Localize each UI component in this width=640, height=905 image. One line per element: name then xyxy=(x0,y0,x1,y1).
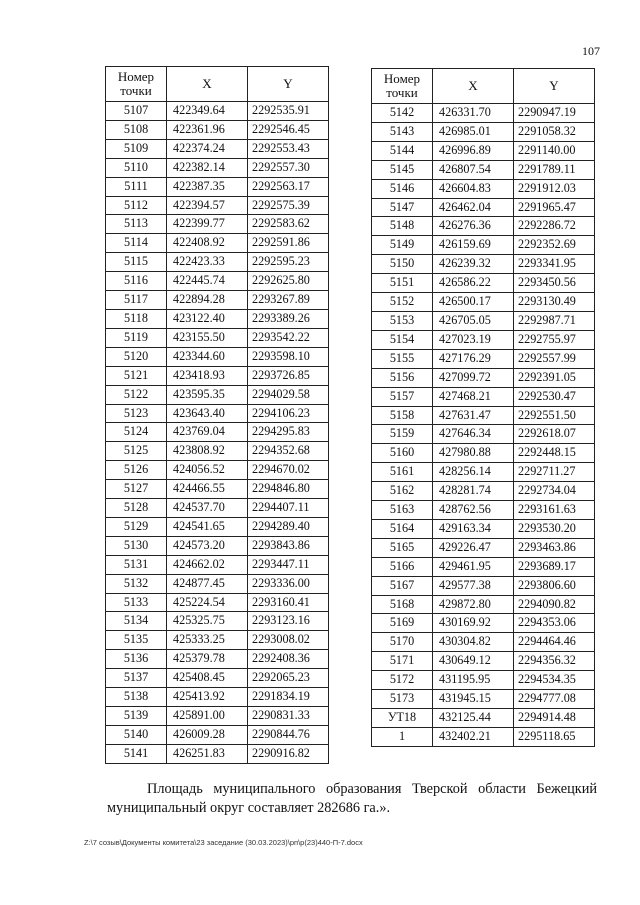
x-coordinate-cell: 424056.52 xyxy=(167,461,248,480)
table-row xyxy=(106,725,329,744)
y-coordinate-cell: 2292755.97 xyxy=(514,330,595,349)
x-coordinate-cell: 423122.40 xyxy=(167,309,248,328)
y-coordinate-cell: 2291058.32 xyxy=(514,122,595,141)
coordinates-table-right xyxy=(371,68,595,747)
x-coordinate-cell: 425891.00 xyxy=(167,707,248,726)
point-number-cell: 5145 xyxy=(372,160,433,179)
point-number-cell: 5129 xyxy=(106,517,167,536)
x-coordinate-cell: 426159.69 xyxy=(433,236,514,255)
table-row xyxy=(372,633,595,652)
x-coordinate-cell: 430169.92 xyxy=(433,614,514,633)
table-row xyxy=(372,236,595,255)
y-coordinate-cell: 2293806.60 xyxy=(514,576,595,595)
x-coordinate-cell: 426807.54 xyxy=(433,160,514,179)
table-row xyxy=(372,349,595,368)
point-number-cell: 5142 xyxy=(372,104,433,123)
point-number-cell: 5154 xyxy=(372,330,433,349)
point-number-cell: 5149 xyxy=(372,236,433,255)
table-row xyxy=(106,574,329,593)
y-coordinate-cell: 2293389.26 xyxy=(248,309,329,328)
table-row xyxy=(106,707,329,726)
header-y: Y xyxy=(514,69,595,104)
y-coordinate-cell: 2294106.23 xyxy=(248,404,329,423)
header-x: X xyxy=(167,67,248,102)
point-number-cell: 5137 xyxy=(106,669,167,688)
page-number: 107 xyxy=(582,44,600,58)
y-coordinate-cell: 2294029.58 xyxy=(248,385,329,404)
y-coordinate-cell: 2290916.82 xyxy=(248,744,329,763)
table-row xyxy=(372,293,595,312)
x-coordinate-cell: 422894.28 xyxy=(167,291,248,310)
table-row xyxy=(372,727,595,746)
x-coordinate-cell: 422361.96 xyxy=(167,120,248,139)
table-row xyxy=(106,139,329,158)
table-row xyxy=(372,463,595,482)
point-number-cell: 5166 xyxy=(372,557,433,576)
y-coordinate-cell: 2292575.39 xyxy=(248,196,329,215)
point-number-cell: УТ18 xyxy=(372,709,433,728)
header-point-number: Номер точки xyxy=(106,67,167,102)
y-coordinate-cell: 2293542.22 xyxy=(248,328,329,347)
point-number-cell: 5127 xyxy=(106,480,167,499)
y-coordinate-cell: 2292618.07 xyxy=(514,425,595,444)
point-number-cell: 5140 xyxy=(106,725,167,744)
table-row xyxy=(106,517,329,536)
table-row xyxy=(106,366,329,385)
y-coordinate-cell: 2294777.08 xyxy=(514,690,595,709)
table-row xyxy=(106,215,329,234)
x-coordinate-cell: 426705.05 xyxy=(433,311,514,330)
x-coordinate-cell: 429163.34 xyxy=(433,519,514,538)
table-row xyxy=(106,385,329,404)
point-number-cell: 5109 xyxy=(106,139,167,158)
table-row xyxy=(372,519,595,538)
table-row xyxy=(372,557,595,576)
table-row xyxy=(372,160,595,179)
x-coordinate-cell: 431945.15 xyxy=(433,690,514,709)
y-coordinate-cell: 2294670.02 xyxy=(248,461,329,480)
y-coordinate-cell: 2293463.86 xyxy=(514,538,595,557)
x-coordinate-cell: 424662.02 xyxy=(167,555,248,574)
table-row xyxy=(106,196,329,215)
table-row xyxy=(372,614,595,633)
y-coordinate-cell: 2293336.00 xyxy=(248,574,329,593)
table-row xyxy=(106,650,329,669)
table-row xyxy=(372,425,595,444)
x-coordinate-cell: 428281.74 xyxy=(433,482,514,501)
point-number-cell: 5161 xyxy=(372,463,433,482)
y-coordinate-cell: 2293160.41 xyxy=(248,593,329,612)
point-number-cell: 5151 xyxy=(372,274,433,293)
point-number-cell: 5118 xyxy=(106,309,167,328)
y-coordinate-cell: 2292535.91 xyxy=(248,102,329,121)
table-row xyxy=(372,104,595,123)
x-coordinate-cell: 430304.82 xyxy=(433,633,514,652)
y-coordinate-cell: 2292448.15 xyxy=(514,444,595,463)
x-coordinate-cell: 423155.50 xyxy=(167,328,248,347)
x-coordinate-cell: 422374.24 xyxy=(167,139,248,158)
point-number-cell: 5170 xyxy=(372,633,433,652)
point-number-cell: 5146 xyxy=(372,179,433,198)
table-row xyxy=(106,291,329,310)
y-coordinate-cell: 2292530.47 xyxy=(514,387,595,406)
table-row xyxy=(106,253,329,272)
x-coordinate-cell: 425325.75 xyxy=(167,612,248,631)
table-header-row xyxy=(372,69,595,104)
y-coordinate-cell: 2292987.71 xyxy=(514,311,595,330)
table-row xyxy=(372,690,595,709)
y-coordinate-cell: 2290947.19 xyxy=(514,104,595,123)
x-coordinate-cell: 422394.57 xyxy=(167,196,248,215)
x-coordinate-cell: 426331.70 xyxy=(433,104,514,123)
point-number-cell: 5107 xyxy=(106,102,167,121)
table-row xyxy=(106,177,329,196)
y-coordinate-cell: 2293267.89 xyxy=(248,291,329,310)
point-number-cell: 5111 xyxy=(106,177,167,196)
point-number-cell: 5160 xyxy=(372,444,433,463)
y-coordinate-cell: 2294464.46 xyxy=(514,633,595,652)
y-coordinate-cell: 2292352.69 xyxy=(514,236,595,255)
x-coordinate-cell: 429872.80 xyxy=(433,595,514,614)
point-number-cell: 5138 xyxy=(106,688,167,707)
x-coordinate-cell: 423595.35 xyxy=(167,385,248,404)
header-y: Y xyxy=(248,67,329,102)
point-number-cell: 5144 xyxy=(372,141,433,160)
y-coordinate-cell: 2292391.05 xyxy=(514,368,595,387)
y-coordinate-cell: 2293161.63 xyxy=(514,501,595,520)
x-coordinate-cell: 427646.34 xyxy=(433,425,514,444)
point-number-cell: 5125 xyxy=(106,442,167,461)
table-row xyxy=(372,444,595,463)
x-coordinate-cell: 427631.47 xyxy=(433,406,514,425)
table-row xyxy=(372,274,595,293)
point-number-cell: 5147 xyxy=(372,198,433,217)
point-number-cell: 5110 xyxy=(106,158,167,177)
y-coordinate-cell: 2292286.72 xyxy=(514,217,595,236)
table-row xyxy=(106,120,329,139)
x-coordinate-cell: 423808.92 xyxy=(167,442,248,461)
x-coordinate-cell: 427468.21 xyxy=(433,387,514,406)
table-row xyxy=(372,179,595,198)
point-number-cell: 5123 xyxy=(106,404,167,423)
x-coordinate-cell: 428762.56 xyxy=(433,501,514,520)
y-coordinate-cell: 2294289.40 xyxy=(248,517,329,536)
point-number-cell: 5150 xyxy=(372,255,433,274)
point-number-cell: 5143 xyxy=(372,122,433,141)
table-row xyxy=(372,709,595,728)
point-number-cell: 5155 xyxy=(372,349,433,368)
point-number-cell: 5167 xyxy=(372,576,433,595)
point-number-cell: 5126 xyxy=(106,461,167,480)
y-coordinate-cell: 2294914.48 xyxy=(514,709,595,728)
table-row xyxy=(372,122,595,141)
x-coordinate-cell: 424573.20 xyxy=(167,536,248,555)
y-coordinate-cell: 2291140.00 xyxy=(514,141,595,160)
point-number-cell: 5132 xyxy=(106,574,167,593)
table-row xyxy=(372,311,595,330)
point-number-cell: 5169 xyxy=(372,614,433,633)
point-number-cell: 5153 xyxy=(372,311,433,330)
x-coordinate-cell: 425408.45 xyxy=(167,669,248,688)
point-number-cell: 5172 xyxy=(372,671,433,690)
x-coordinate-cell: 422408.92 xyxy=(167,234,248,253)
point-number-cell: 5157 xyxy=(372,387,433,406)
y-coordinate-cell: 2293598.10 xyxy=(248,347,329,366)
y-coordinate-cell: 2292557.30 xyxy=(248,158,329,177)
table-row xyxy=(106,442,329,461)
x-coordinate-cell: 424466.55 xyxy=(167,480,248,499)
table-row xyxy=(372,538,595,557)
table-row xyxy=(372,141,595,160)
y-coordinate-cell: 2291912.03 xyxy=(514,179,595,198)
y-coordinate-cell: 2291789.11 xyxy=(514,160,595,179)
table-row xyxy=(106,461,329,480)
y-coordinate-cell: 2290844.76 xyxy=(248,725,329,744)
point-number-cell: 5112 xyxy=(106,196,167,215)
x-coordinate-cell: 426985.01 xyxy=(433,122,514,141)
y-coordinate-cell: 2292591.86 xyxy=(248,234,329,253)
point-number-cell: 5113 xyxy=(106,215,167,234)
y-coordinate-cell: 2294353.06 xyxy=(514,614,595,633)
y-coordinate-cell: 2294352.68 xyxy=(248,442,329,461)
point-number-cell: 5156 xyxy=(372,368,433,387)
y-coordinate-cell: 2293530.20 xyxy=(514,519,595,538)
table-row xyxy=(372,576,595,595)
y-coordinate-cell: 2294846.80 xyxy=(248,480,329,499)
y-coordinate-cell: 2292557.99 xyxy=(514,349,595,368)
table-row xyxy=(106,593,329,612)
y-coordinate-cell: 2293447.11 xyxy=(248,555,329,574)
point-number-cell: 5128 xyxy=(106,499,167,518)
y-coordinate-cell: 2292595.23 xyxy=(248,253,329,272)
x-coordinate-cell: 432125.44 xyxy=(433,709,514,728)
point-number-cell: 5158 xyxy=(372,406,433,425)
table-row xyxy=(106,631,329,650)
point-number-cell: 5119 xyxy=(106,328,167,347)
point-number-cell: 5134 xyxy=(106,612,167,631)
table-row xyxy=(372,652,595,671)
point-number-cell: 5121 xyxy=(106,366,167,385)
table-row xyxy=(106,328,329,347)
x-coordinate-cell: 427023.19 xyxy=(433,330,514,349)
point-number-cell: 5124 xyxy=(106,423,167,442)
y-coordinate-cell: 2294534.35 xyxy=(514,671,595,690)
y-coordinate-cell: 2293843.86 xyxy=(248,536,329,555)
point-number-cell: 5165 xyxy=(372,538,433,557)
x-coordinate-cell: 426462.04 xyxy=(433,198,514,217)
x-coordinate-cell: 426586.22 xyxy=(433,274,514,293)
table-row xyxy=(372,330,595,349)
y-coordinate-cell: 2294295.83 xyxy=(248,423,329,442)
point-number-cell: 5116 xyxy=(106,272,167,291)
y-coordinate-cell: 2293450.56 xyxy=(514,274,595,293)
x-coordinate-cell: 423643.40 xyxy=(167,404,248,423)
table-row xyxy=(106,499,329,518)
file-path-footer: Z:\7 созыв\Документы комитета\23 заседание (30.03.2023)\рп\р(23)440-П-7.docx xyxy=(84,838,363,847)
table-row xyxy=(106,423,329,442)
point-number-cell: 5148 xyxy=(372,217,433,236)
table-row xyxy=(106,347,329,366)
point-number-cell: 5152 xyxy=(372,293,433,312)
y-coordinate-cell: 2292734.04 xyxy=(514,482,595,501)
table-row xyxy=(372,217,595,236)
point-number-cell: 5135 xyxy=(106,631,167,650)
x-coordinate-cell: 431195.95 xyxy=(433,671,514,690)
table-row xyxy=(372,501,595,520)
x-coordinate-cell: 426239.32 xyxy=(433,255,514,274)
x-coordinate-cell: 426996.89 xyxy=(433,141,514,160)
point-number-cell: 5163 xyxy=(372,501,433,520)
y-coordinate-cell: 2292546.45 xyxy=(248,120,329,139)
point-number-cell: 5173 xyxy=(372,690,433,709)
point-number-cell: 5131 xyxy=(106,555,167,574)
x-coordinate-cell: 424537.70 xyxy=(167,499,248,518)
table-row xyxy=(106,744,329,763)
y-coordinate-cell: 2295118.65 xyxy=(514,727,595,746)
y-coordinate-cell: 2293008.02 xyxy=(248,631,329,650)
x-coordinate-cell: 422445.74 xyxy=(167,272,248,291)
point-number-cell: 5168 xyxy=(372,595,433,614)
point-number-cell: 5133 xyxy=(106,593,167,612)
x-coordinate-cell: 426251.83 xyxy=(167,744,248,763)
y-coordinate-cell: 2292065.23 xyxy=(248,669,329,688)
header-point-number: Номер точки xyxy=(372,69,433,104)
table-row xyxy=(372,198,595,217)
x-coordinate-cell: 423418.93 xyxy=(167,366,248,385)
y-coordinate-cell: 2293130.49 xyxy=(514,293,595,312)
table-row xyxy=(106,102,329,121)
point-number-cell: 5114 xyxy=(106,234,167,253)
point-number-cell: 5120 xyxy=(106,347,167,366)
x-coordinate-cell: 422382.14 xyxy=(167,158,248,177)
x-coordinate-cell: 427099.72 xyxy=(433,368,514,387)
y-coordinate-cell: 2294356.32 xyxy=(514,652,595,671)
table-row xyxy=(106,234,329,253)
table-header-row xyxy=(106,67,329,102)
y-coordinate-cell: 2292551.50 xyxy=(514,406,595,425)
table-row xyxy=(372,406,595,425)
y-coordinate-cell: 2292711.27 xyxy=(514,463,595,482)
x-coordinate-cell: 422349.64 xyxy=(167,102,248,121)
point-number-cell: 5162 xyxy=(372,482,433,501)
x-coordinate-cell: 426500.17 xyxy=(433,293,514,312)
point-number-cell: 1 xyxy=(372,727,433,746)
x-coordinate-cell: 425224.54 xyxy=(167,593,248,612)
area-statement: Площадь муниципального образования Тверской области Бежецкий муниципальный округ составляет 282686 га.». xyxy=(107,781,597,817)
point-number-cell: 5115 xyxy=(106,253,167,272)
point-number-cell: 5117 xyxy=(106,291,167,310)
y-coordinate-cell: 2292625.80 xyxy=(248,272,329,291)
y-coordinate-cell: 2292408.36 xyxy=(248,650,329,669)
table-row xyxy=(106,612,329,631)
header-x: X xyxy=(433,69,514,104)
x-coordinate-cell: 422423.33 xyxy=(167,253,248,272)
table-row xyxy=(106,480,329,499)
table-row xyxy=(106,536,329,555)
table-row xyxy=(106,158,329,177)
x-coordinate-cell: 427980.88 xyxy=(433,444,514,463)
x-coordinate-cell: 430649.12 xyxy=(433,652,514,671)
point-number-cell: 5122 xyxy=(106,385,167,404)
y-coordinate-cell: 2290831.33 xyxy=(248,707,329,726)
x-coordinate-cell: 425379.78 xyxy=(167,650,248,669)
table-row xyxy=(106,309,329,328)
table-row xyxy=(106,272,329,291)
y-coordinate-cell: 2291834.19 xyxy=(248,688,329,707)
x-coordinate-cell: 429461.95 xyxy=(433,557,514,576)
y-coordinate-cell: 2292583.62 xyxy=(248,215,329,234)
table-row xyxy=(372,671,595,690)
point-number-cell: 5141 xyxy=(106,744,167,763)
x-coordinate-cell: 429226.47 xyxy=(433,538,514,557)
y-coordinate-cell: 2293726.85 xyxy=(248,366,329,385)
x-coordinate-cell: 424877.45 xyxy=(167,574,248,593)
table-row xyxy=(372,482,595,501)
y-coordinate-cell: 2293341.95 xyxy=(514,255,595,274)
x-coordinate-cell: 423769.04 xyxy=(167,423,248,442)
point-number-cell: 5159 xyxy=(372,425,433,444)
x-coordinate-cell: 429577.38 xyxy=(433,576,514,595)
y-coordinate-cell: 2294090.82 xyxy=(514,595,595,614)
point-number-cell: 5164 xyxy=(372,519,433,538)
table-row xyxy=(372,595,595,614)
point-number-cell: 5130 xyxy=(106,536,167,555)
x-coordinate-cell: 426009.28 xyxy=(167,725,248,744)
point-number-cell: 5108 xyxy=(106,120,167,139)
x-coordinate-cell: 422399.77 xyxy=(167,215,248,234)
y-coordinate-cell: 2293123.16 xyxy=(248,612,329,631)
table-row xyxy=(372,255,595,274)
coordinates-table-left xyxy=(105,66,329,764)
table-row xyxy=(372,387,595,406)
x-coordinate-cell: 426604.83 xyxy=(433,179,514,198)
x-coordinate-cell: 424541.65 xyxy=(167,517,248,536)
point-number-cell: 5136 xyxy=(106,650,167,669)
x-coordinate-cell: 422387.35 xyxy=(167,177,248,196)
y-coordinate-cell: 2292553.43 xyxy=(248,139,329,158)
y-coordinate-cell: 2294407.11 xyxy=(248,499,329,518)
x-coordinate-cell: 425333.25 xyxy=(167,631,248,650)
x-coordinate-cell: 427176.29 xyxy=(433,349,514,368)
table-row xyxy=(106,688,329,707)
point-number-cell: 5171 xyxy=(372,652,433,671)
x-coordinate-cell: 428256.14 xyxy=(433,463,514,482)
x-coordinate-cell: 423344.60 xyxy=(167,347,248,366)
table-row xyxy=(372,368,595,387)
table-row xyxy=(106,669,329,688)
table-row xyxy=(106,555,329,574)
y-coordinate-cell: 2291965.47 xyxy=(514,198,595,217)
x-coordinate-cell: 432402.21 xyxy=(433,727,514,746)
table-row xyxy=(106,404,329,423)
point-number-cell: 5139 xyxy=(106,707,167,726)
y-coordinate-cell: 2292563.17 xyxy=(248,177,329,196)
x-coordinate-cell: 425413.92 xyxy=(167,688,248,707)
x-coordinate-cell: 426276.36 xyxy=(433,217,514,236)
y-coordinate-cell: 2293689.17 xyxy=(514,557,595,576)
